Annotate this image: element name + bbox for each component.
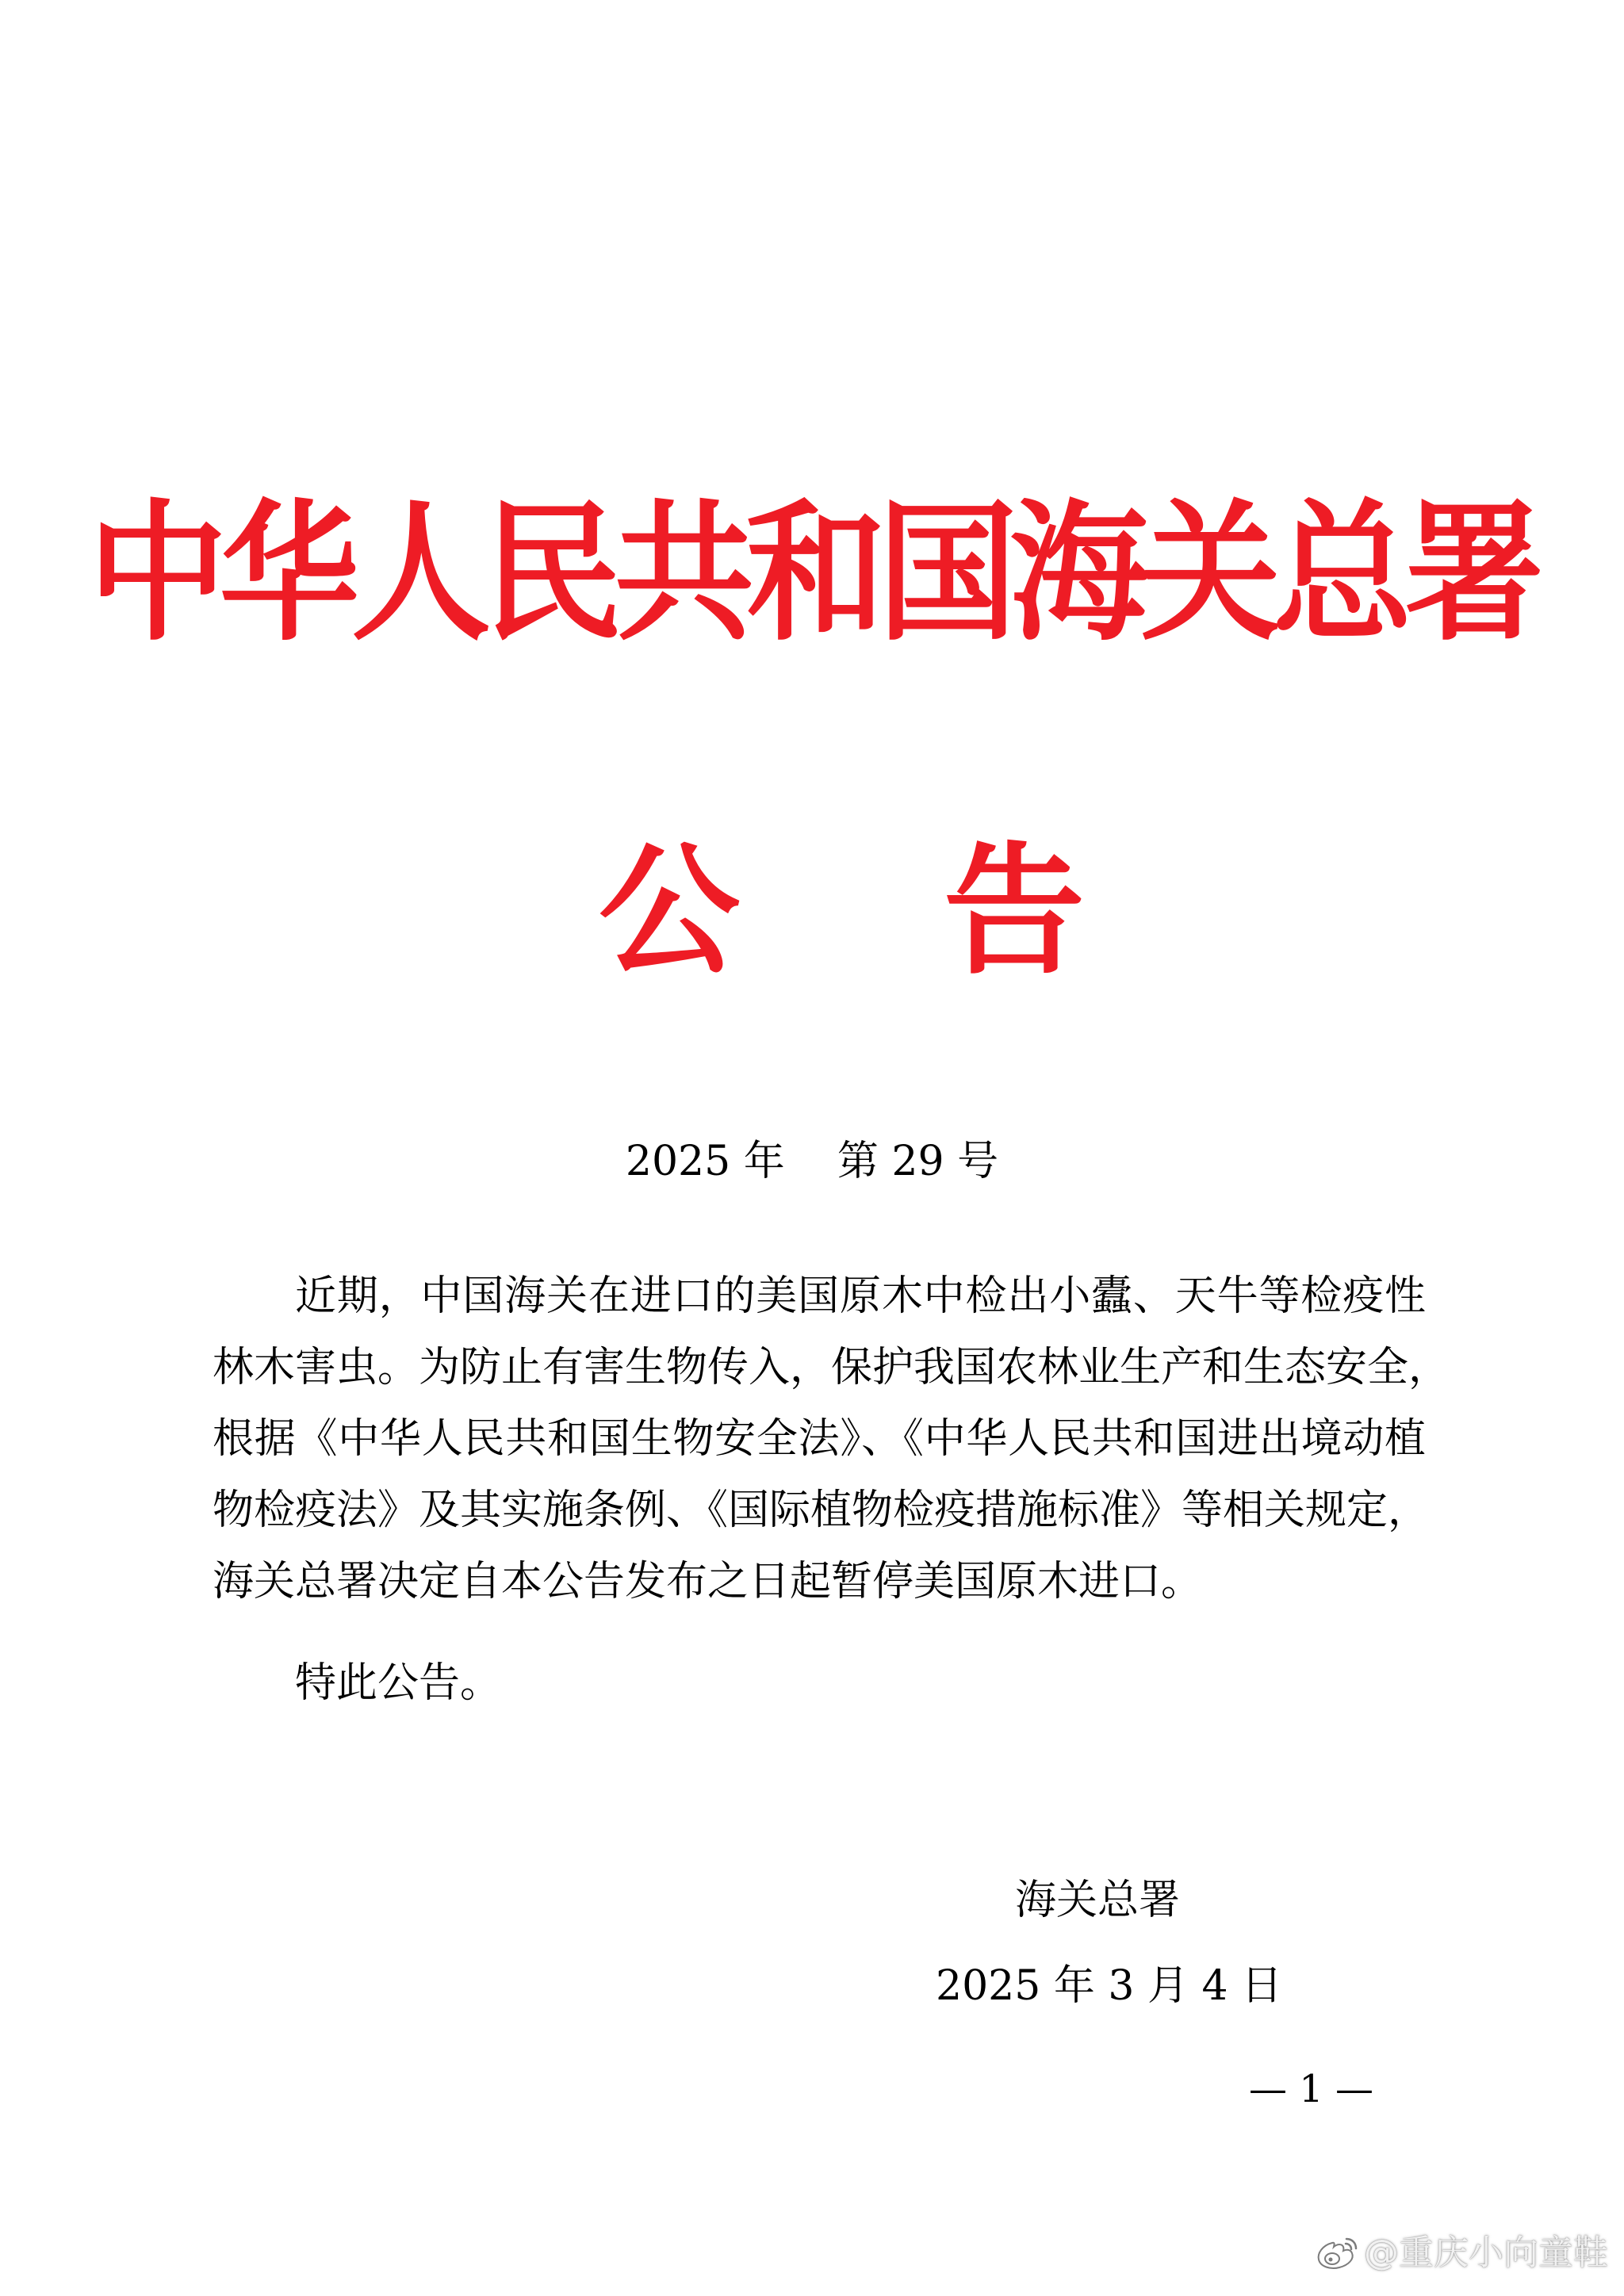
body-line-4: 物检疫法》及其实施条例、《国际植物检疫措施标准》等相关规定， — [213, 1487, 1430, 1534]
announcement-body — [213, 1261, 1450, 1617]
body-line-2: 林木害虫。为防止有害生物传入，保护我国农林业生产和生态安全， — [213, 1344, 1450, 1391]
doc-type-char-2: 告 — [944, 829, 1085, 993]
document-number — [0, 1126, 1624, 1197]
body-line-5: 海关总署决定自本公告发布之日起暂停美国原木进口。 — [213, 1558, 1203, 1605]
signature-organization: 海关总署 — [1015, 1877, 1181, 1924]
closing-statement: 特此公告。 — [295, 1659, 502, 1707]
doc-type-char-1: 公 — [599, 829, 740, 993]
doc-year: 2025 — [625, 1138, 731, 1185]
agency-title: 中华人民共和国海关总署 — [87, 485, 1536, 662]
doc-year-unit: 年 — [743, 1138, 785, 1185]
signature-date: 2025 年 3 月 4 日 — [936, 1962, 1283, 2010]
body-line-3: 根据《中华人民共和国生物安全法》、《中华人民共和国进出境动植 — [213, 1415, 1426, 1463]
weibo-icon — [1315, 2235, 1359, 2271]
watermark-text: @重庆小向童鞋 — [1364, 2233, 1608, 2273]
body-line-1: 近期，中国海关在进口的美国原木中检出小蠹、天牛等检疫性 — [295, 1272, 1426, 1320]
doc-number-value: 29 — [891, 1138, 944, 1185]
doc-number-suffix: 号 — [957, 1138, 999, 1185]
watermark — [1315, 2229, 1608, 2277]
page-number: — 1 — — [1249, 2067, 1374, 2111]
doc-number-prefix: 第 — [837, 1138, 879, 1185]
